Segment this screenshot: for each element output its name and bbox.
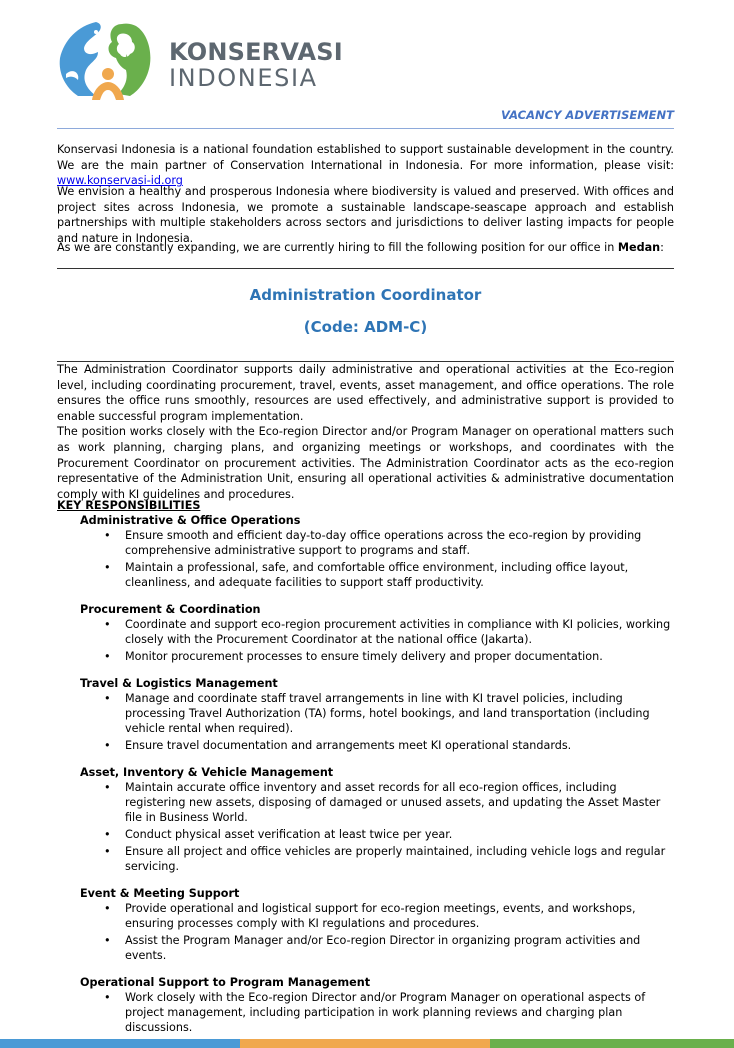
vacancy-advertisement-label: VACANCY ADVERTISEMENT	[501, 108, 674, 122]
list-item	[57, 901, 674, 931]
company-logo	[56, 18, 343, 100]
bullet-icon: •	[104, 934, 111, 947]
section-title: Event & Meeting Support	[80, 887, 240, 900]
responsibility-section	[57, 676, 674, 753]
bullet-icon: •	[104, 902, 111, 915]
description-paragraph-1: The Administration Coordinator supports daily administrative and operational activities at the Eco-region level, including coordinating procurement, travel, events, asset management, and office operations. The role ensures the office runs smoothly, resources are used effectively, and administrative support is provided to enable successful program implementation.	[57, 363, 674, 423]
section-title: Operational Support to Program Management	[80, 976, 371, 989]
section-title: Administrative & Office Operations	[80, 514, 301, 527]
list-item-text: Ensure all project and office vehicles are properly maintained, including vehicle logs and regular servicing.	[125, 845, 666, 873]
list-item-text: Ensure smooth and efficient day-to-day office operations across the eco-region by providing comprehensive administrative support to programs and staff.	[125, 529, 642, 557]
office-location: Medan	[617, 241, 661, 254]
list-item-text: Conduct physical asset verification at least twice per year.	[125, 828, 453, 841]
bullet-icon: •	[104, 529, 111, 542]
list-item	[57, 649, 674, 664]
list-item-text: Provide operational and logistical support for eco-region meetings, events, and workshops, ensuring processes comply with KI regulations and procedures.	[125, 902, 636, 930]
list-item-text: Ensure travel documentation and arrangements meet KI operational standards.	[125, 739, 572, 752]
list-item-text: Maintain a professional, safe, and comfortable office environment, including office layout, cleanliness, and adequate facilities to support staff productivity.	[125, 561, 629, 589]
responsibilities-heading: KEY RESPONSIBILITIES	[57, 499, 201, 512]
intro-text-3: As we are constantly expanding, we are currently hiring to fill the following position for our office in	[57, 241, 618, 254]
position-title: Administration Coordinator	[249, 286, 482, 304]
section-title: Asset, Inventory & Vehicle Management	[80, 766, 334, 779]
section-title: Procurement & Coordination	[80, 603, 261, 616]
list-item-text: Work closely with the Eco-region Director and/or Program Manager on operational aspects of project management, including participation in work planning reviews and charging plan discussions.	[125, 991, 646, 1034]
footer-bar-orange	[240, 1039, 490, 1048]
list-item	[57, 780, 674, 825]
bullet-icon: •	[104, 650, 111, 663]
list-item	[57, 691, 674, 736]
footer-bar-green	[490, 1039, 734, 1048]
responsibility-section	[57, 886, 674, 963]
description-paragraph-2: The position works closely with the Eco-region Director and/or Program Manager on operational matters such as work planning, charging plans, and organizing meetings or workshops, and coordinates with the Procurement Coordinator on procurement activities. The Administration Coordinator acts as the eco-region representative of the Administration Unit, ensuring all operational activities & administrative documentation comply with KI guidelines and procedures.	[57, 425, 674, 501]
bullet-icon: •	[104, 618, 111, 631]
section-title: Travel & Logistics Management	[80, 677, 278, 690]
list-item-text: Assist the Program Manager and/or Eco-region Director in organizing program activities and events.	[125, 934, 641, 962]
responsibility-section	[57, 975, 674, 1035]
list-item	[57, 617, 674, 647]
list-item	[57, 844, 674, 874]
responsibility-section	[57, 765, 674, 874]
intro-paragraph-2: We envision a healthy and prosperous Indonesia where biodiversity is valued and preserved. With offices and project sites across Indonesia, we promote a sustainable landscape-seascape approach and establish partnerships with multiple stakeholders across sectors and jurisdictions to deliver lasting impacts for people and nature in Indonesia.	[57, 185, 674, 245]
list-item	[57, 827, 674, 842]
logo-text-konservasi: KONSERVASI	[169, 38, 343, 66]
responsibility-section	[57, 602, 674, 664]
list-item	[57, 738, 674, 753]
list-item	[57, 528, 674, 558]
bullet-icon: •	[104, 561, 111, 574]
list-item-text: Monitor procurement processes to ensure timely delivery and proper documentation.	[125, 650, 603, 663]
footer-bar-blue	[0, 1039, 240, 1048]
intro-text-1: Konservasi Indonesia is a national foundation established to support sustainable development in the country. We are the main partner of Conservation International in Indonesia. For more information, please visit:	[57, 143, 674, 172]
list-item	[57, 560, 674, 590]
intro-text-3-end: :	[660, 241, 664, 254]
section-divider-top	[57, 268, 674, 269]
bullet-icon: •	[104, 781, 111, 794]
footer-color-bar	[0, 1039, 734, 1048]
list-item-text: Coordinate and support eco-region procurement activities in compliance with KI policies, working closely with the Procurement Coordinator at the national office (Jakarta).	[125, 618, 671, 646]
responsibility-section	[57, 513, 674, 590]
bullet-icon: •	[104, 991, 111, 1004]
website-link[interactable]: www.konservasi-id.org	[57, 174, 183, 188]
list-item	[57, 933, 674, 963]
bullet-icon: •	[104, 739, 111, 752]
key-responsibilities	[57, 498, 674, 1047]
bullet-icon: •	[104, 828, 111, 841]
position-code: (Code: ADM-C)	[303, 318, 428, 336]
bullet-icon: •	[104, 845, 111, 858]
header-divider	[57, 128, 674, 129]
list-item	[57, 990, 674, 1035]
list-item-text: Manage and coordinate staff travel arrangements in line with KI travel policies, including processing Travel Authorization (TA) forms, hotel bookings, and land transportation (including vehicle rental when required).	[125, 692, 650, 735]
konservasi-indonesia-logo-icon	[56, 18, 166, 100]
intro-paragraph-1	[57, 142, 674, 189]
intro-paragraph-3	[57, 240, 674, 256]
position-description	[57, 362, 674, 502]
logo-text-indonesia: INDONESIA	[169, 64, 318, 92]
list-item-text: Maintain accurate office inventory and asset records for all eco-region offices, including registering new assets, disposing of damaged or unused assets, and updating the Asset Master file in Business World.	[125, 781, 661, 824]
bullet-icon: •	[104, 692, 111, 705]
